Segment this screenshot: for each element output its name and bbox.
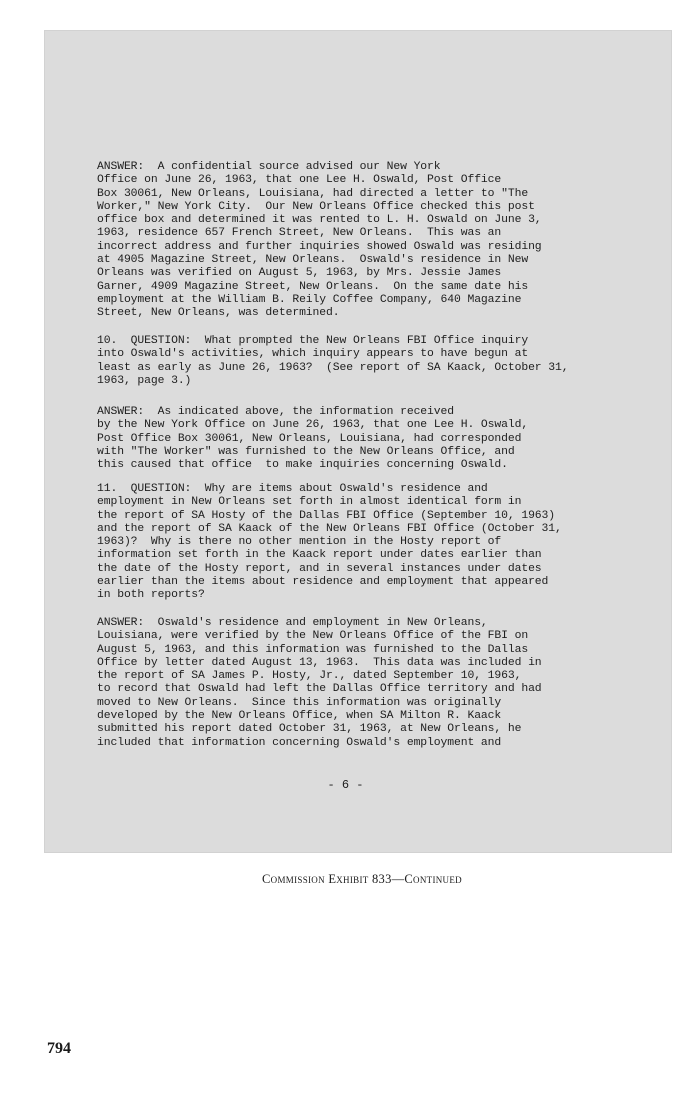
exhibit-caption: Commission Exhibit 833—Continued [262, 872, 462, 886]
question-10-paragraph: 10. QUESTION: What prompted the New Orleans FBI Office inquiry into Oswald's activities, which inquiry appears to have begun at least as early as June 26, 1963? (See report of SA Kaack, October 31, 1963, page 3.) [97, 335, 569, 387]
question-11-paragraph: 11. QUESTION: Why are items about Oswald's residence and employment in New Orleans set forth in almost identical form in the report of SA Hosty of the Dallas FBI Office (September 10, 1963) and the report of SA Kaack of the New Orleans FBI Office (October 31, 1963)? Why is there no other mention in the Hosty report of information set forth in the Kaack report under dates earlier than the date of the Hosty report, and in several instances under dates earlier than the items about residence and employment that appeared in both reports? [97, 483, 562, 602]
volume-page-number: 794 [47, 1040, 71, 1057]
typed-page-number: - 6 - [327, 778, 364, 792]
answer-9-paragraph: ANSWER: A confidential source advised our New York Office on June 26, 1963, that one Lee H. Oswald, Post Office Box 30061, New Orleans, Louisiana, had directed a letter to "The Worker," New York City. Our New Orleans Office checked this post office box and determined it was rented to L. H. Oswald on June 3, 1963, residence 657 French Street, New Orleans. This was an incorrect address and further inquiries showed Oswald was residing at 4905 Magazine Street, New Orleans. Oswald's residence in New Orleans was verified on August 5, 1963, by Mrs. Jessie James Garner, 4909 Magazine Street, New Orleans. On the same date his employment at the William B. Reily Coffee Company, 640 Magazine Street, New Orleans, was determined. [97, 161, 542, 320]
answer-11-paragraph: ANSWER: Oswald's residence and employment in New Orleans, Louisiana, were verified by the New Orleans Office of the FBI on August 5, 1963, and this information was furnished to the Dallas Office by letter dated August 13, 1963. This data was included in the report of SA James P. Hosty, Jr., dated September 10, 1963, to record that Oswald had left the Dallas Office territory and had moved to New Orleans. Since this information was originally developed by the New Orleans Office, when SA Milton R. Kaack submitted his report dated October 31, 1963, at New Orleans, he included that information concerning Oswald's employment and [97, 617, 542, 749]
answer-10-paragraph: ANSWER: As indicated above, the information received by the New York Office on June 26, 1963, that one Lee H. Oswald, Post Office Box 30061, New Orleans, Louisiana, had corresponded with "The Worker" was furnished to the New Orleans Office, and this caused that office to make inquiries concerning Oswald. [97, 406, 529, 472]
